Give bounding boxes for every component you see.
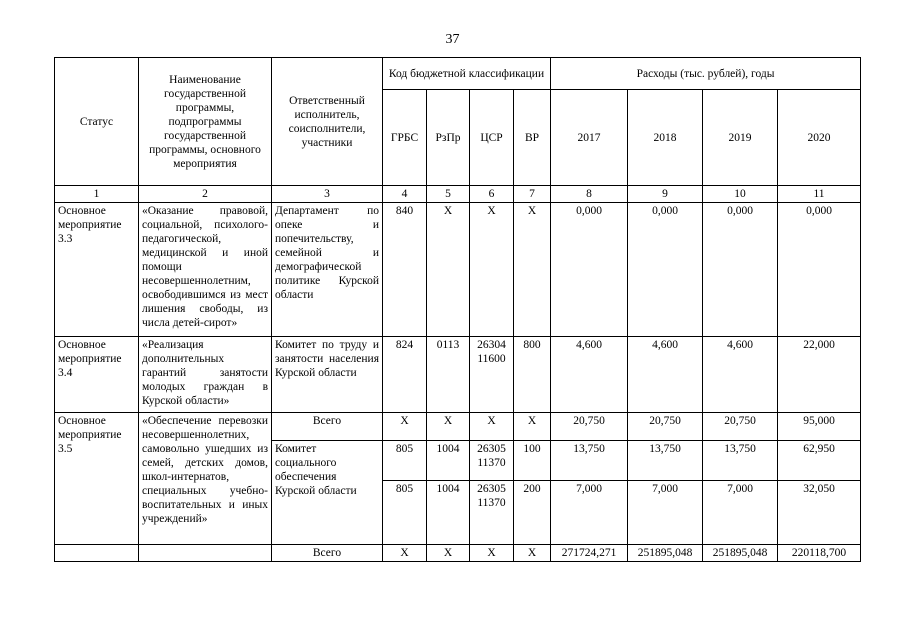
header-2020: 2020	[778, 90, 861, 186]
column-number: 6	[470, 186, 514, 203]
row-2018: 13,750	[628, 441, 703, 481]
row-responsible: Департамент по опеке и попечительству, семейной и демографической политике Курской области	[272, 203, 383, 337]
row-responsible: Комитет по труду и занятости населения Курской области	[272, 337, 383, 413]
row-2017: 20,750	[551, 413, 628, 441]
row-2020: 22,000	[778, 337, 861, 413]
header-status: Статус	[55, 58, 139, 186]
column-number: 7	[514, 186, 551, 203]
row-vr: 800	[514, 337, 551, 413]
row-status: Основное мероприятие 3.4	[55, 337, 139, 413]
row-grbs: Х	[383, 413, 427, 441]
table-row	[55, 203, 861, 337]
column-number: 1	[55, 186, 139, 203]
row-rzpr: Х	[427, 545, 470, 562]
header-2017: 2017	[551, 90, 628, 186]
header-responsible: Ответственный исполнитель, соисполнители, участники	[272, 58, 383, 186]
row-2017: 0,000	[551, 203, 628, 337]
row-total-label: Всего	[272, 413, 383, 441]
header-2019: 2019	[703, 90, 778, 186]
header-csr: ЦСР	[470, 90, 514, 186]
row-grbs: 805	[383, 441, 427, 481]
row-2019: 0,000	[703, 203, 778, 337]
row-grbs: 824	[383, 337, 427, 413]
header-budget-code: Код бюджетной классификации	[383, 58, 551, 90]
row-2019: 7,000	[703, 481, 778, 545]
row-rzpr: Х	[427, 203, 470, 337]
row-csr: Х	[470, 203, 514, 337]
row-csr: 26304 11600	[470, 337, 514, 413]
row-2020: 62,950	[778, 441, 861, 481]
row-vr: Х	[514, 203, 551, 337]
row-grbs: 840	[383, 203, 427, 337]
header-grbs: ГРБС	[383, 90, 427, 186]
column-number: 9	[628, 186, 703, 203]
row-2018: 251895,048	[628, 545, 703, 562]
row-csr: 26305 11370	[470, 481, 514, 545]
column-number: 10	[703, 186, 778, 203]
row-vr: Х	[514, 545, 551, 562]
row-2017: 4,600	[551, 337, 628, 413]
row-rzpr: Х	[427, 413, 470, 441]
column-number: 11	[778, 186, 861, 203]
header-name: Наименование государственной программы, подпрограммы государственной программы, основного мероприятия	[139, 58, 272, 186]
row-2020: 0,000	[778, 203, 861, 337]
row-vr: 200	[514, 481, 551, 545]
row-2020: 220118,700	[778, 545, 861, 562]
row-2019: 251895,048	[703, 545, 778, 562]
column-number: 5	[427, 186, 470, 203]
table-row	[55, 337, 861, 413]
row-2017: 7,000	[551, 481, 628, 545]
row-status	[55, 545, 139, 562]
header-2018: 2018	[628, 90, 703, 186]
page-number: 37	[445, 32, 460, 47]
column-number: 8	[551, 186, 628, 203]
row-rzpr: 1004	[427, 441, 470, 481]
row-2019: 20,750	[703, 413, 778, 441]
row-rzpr: 0113	[427, 337, 470, 413]
row-csr: Х	[470, 413, 514, 441]
column-numbers-row	[55, 186, 861, 203]
row-2017: 271724,271	[551, 545, 628, 562]
row-name: «Оказание правовой, социальной, психолого-педагогической, медицинской и иной помощи несовершеннолетним, освободившимся из мест лишения свободы, из числа детей-сирот»	[139, 203, 272, 337]
row-csr: 26305 11370	[470, 441, 514, 481]
header-vr: ВР	[514, 90, 551, 186]
row-2020: 32,050	[778, 481, 861, 545]
row-status: Основное мероприятие 3.3	[55, 203, 139, 337]
header-rzpr: РзПр	[427, 90, 470, 186]
header-expenses: Расходы (тыс. рублей), годы	[551, 58, 861, 90]
row-status: Основное мероприятие 3.5	[55, 413, 139, 545]
row-2019: 4,600	[703, 337, 778, 413]
row-2020: 95,000	[778, 413, 861, 441]
row-rzpr: 1004	[427, 481, 470, 545]
row-total-label: Всего	[272, 545, 383, 562]
row-name	[139, 545, 272, 562]
column-number: 3	[272, 186, 383, 203]
row-responsible: Комитет социального обеспечения Курской области	[272, 441, 383, 545]
column-number: 2	[139, 186, 272, 203]
column-number: 4	[383, 186, 427, 203]
budget-table	[54, 57, 861, 562]
row-name: «Обеспечение перевозки несовершеннолетних, самовольно ушедших из семей, детских домов, школ-интернатов, специальных учебно-воспитательных и иных учреждений»	[139, 413, 272, 545]
row-2018: 20,750	[628, 413, 703, 441]
row-name: «Реализация дополнительных гарантий занятости молодых граждан в Курской области»	[139, 337, 272, 413]
row-2018: 4,600	[628, 337, 703, 413]
row-2018: 0,000	[628, 203, 703, 337]
row-grbs: 805	[383, 481, 427, 545]
row-2018: 7,000	[628, 481, 703, 545]
row-vr: Х	[514, 413, 551, 441]
row-grbs: Х	[383, 545, 427, 562]
row-csr: Х	[470, 545, 514, 562]
table-row	[55, 413, 861, 441]
row-2019: 13,750	[703, 441, 778, 481]
row-vr: 100	[514, 441, 551, 481]
total-row	[55, 545, 861, 562]
row-2017: 13,750	[551, 441, 628, 481]
